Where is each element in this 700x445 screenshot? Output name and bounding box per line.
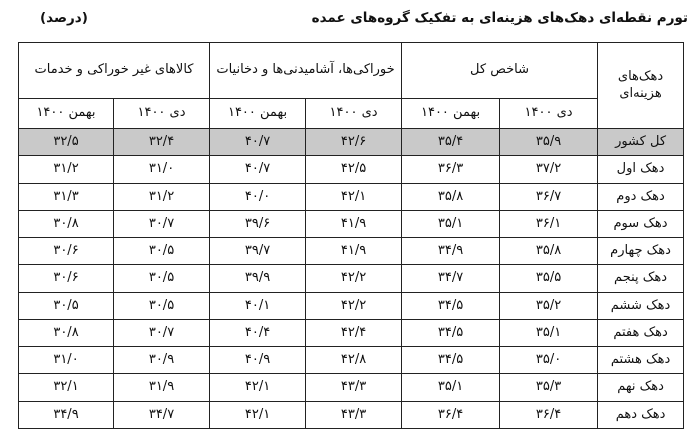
table-cell: ۳۲/۱ xyxy=(19,374,114,401)
table-cell: ۴۲/۲ xyxy=(306,265,402,292)
table-title: تورم نقطه‌ای دهک‌های هزینه‌ای به تفکیک گروه‌های عمده xyxy=(311,10,688,26)
row-label: دهک هفتم xyxy=(598,319,684,346)
table-cell: ۳۴/۵ xyxy=(402,292,500,319)
table-cell: ۴۲/۵ xyxy=(306,156,402,183)
row-label: دهک سوم xyxy=(598,210,684,237)
table-cell: ۳۰/۵ xyxy=(19,292,114,319)
table-cell: ۴۰/۷ xyxy=(210,129,306,156)
table-row xyxy=(19,347,684,374)
table-cell: ۴۲/۶ xyxy=(306,129,402,156)
table-cell: ۴۲/۱ xyxy=(306,183,402,210)
table-cell: ۳۹/۶ xyxy=(210,210,306,237)
period-header: بهمن ۱۴۰۰ xyxy=(19,99,114,129)
inflation-table xyxy=(18,42,684,429)
table-cell: ۴۰/۱ xyxy=(210,292,306,319)
group-header-food: خوراکی‌ها، آشامیدنی‌ها و دخانیات xyxy=(210,43,402,99)
table-cell: ۳۰/۷ xyxy=(114,319,210,346)
table-cell: ۳۱/۹ xyxy=(114,374,210,401)
row-label: دهک نهم xyxy=(598,374,684,401)
table-cell: ۳۵/۳ xyxy=(500,374,598,401)
table-cell: ۴۲/۲ xyxy=(306,292,402,319)
table-cell: ۳۲/۵ xyxy=(19,129,114,156)
table-cell: ۳۵/۸ xyxy=(402,183,500,210)
table-cell: ۳۵/۴ xyxy=(402,129,500,156)
row-label: دهک هشتم xyxy=(598,347,684,374)
table-cell: ۳۴/۷ xyxy=(114,401,210,428)
table-cell: ۳۶/۳ xyxy=(402,156,500,183)
row-label: دهک اول xyxy=(598,156,684,183)
table-cell: ۳۵/۱ xyxy=(402,210,500,237)
period-header: بهمن ۱۴۰۰ xyxy=(210,99,306,129)
table-cell: ۴۰/۷ xyxy=(210,156,306,183)
table-row xyxy=(19,129,684,156)
table-cell: ۳۰/۵ xyxy=(114,265,210,292)
table-cell: ۳۲/۴ xyxy=(114,129,210,156)
group-header-nonfood: کالاهای غیر خوراکی و خدمات xyxy=(19,43,210,99)
table-cell: ۴۳/۳ xyxy=(306,401,402,428)
row-label: دهک دوم xyxy=(598,183,684,210)
row-label: دهک ششم xyxy=(598,292,684,319)
table-cell: ۳۵/۹ xyxy=(500,129,598,156)
table-cell: ۳۵/۰ xyxy=(500,347,598,374)
row-header: دهک‌های هزینه‌ای xyxy=(598,43,684,129)
table-cell: ۳۹/۷ xyxy=(210,238,306,265)
table-cell: ۴۱/۹ xyxy=(306,238,402,265)
table-cell: ۴۰/۰ xyxy=(210,183,306,210)
unit-label: (درصد) xyxy=(40,10,88,26)
table-cell: ۳۶/۴ xyxy=(402,401,500,428)
table-cell: ۳۴/۹ xyxy=(402,238,500,265)
group-header-total: شاخص کل xyxy=(402,43,598,99)
table-cell: ۳۰/۸ xyxy=(19,210,114,237)
table-cell: ۴۰/۹ xyxy=(210,347,306,374)
table-cell: ۳۱/۲ xyxy=(114,183,210,210)
row-label: دهک چهارم xyxy=(598,238,684,265)
row-label: کل کشور xyxy=(598,129,684,156)
table-cell: ۳۵/۱ xyxy=(500,319,598,346)
table-cell: ۳۰/۹ xyxy=(114,347,210,374)
table-row xyxy=(19,156,684,183)
table-cell: ۳۶/۱ xyxy=(500,210,598,237)
table-cell: ۳۴/۹ xyxy=(19,401,114,428)
table-row xyxy=(19,183,684,210)
table-cell: ۳۰/۶ xyxy=(19,238,114,265)
period-header: بهمن ۱۴۰۰ xyxy=(402,99,500,129)
table-cell: ۴۲/۸ xyxy=(306,347,402,374)
table-cell: ۳۷/۲ xyxy=(500,156,598,183)
table-cell: ۴۲/۱ xyxy=(210,401,306,428)
table-row xyxy=(19,319,684,346)
table-body xyxy=(19,129,684,429)
table-cell: ۴۳/۳ xyxy=(306,374,402,401)
table-row xyxy=(19,401,684,428)
table-cell: ۳۴/۵ xyxy=(402,319,500,346)
table-row xyxy=(19,374,684,401)
table-cell: ۳۰/۸ xyxy=(19,319,114,346)
table-cell: ۴۲/۴ xyxy=(306,319,402,346)
table-cell: ۴۱/۹ xyxy=(306,210,402,237)
period-header: دی ۱۴۰۰ xyxy=(114,99,210,129)
period-header: دی ۱۴۰۰ xyxy=(306,99,402,129)
period-header: دی ۱۴۰۰ xyxy=(500,99,598,129)
table-cell: ۳۵/۸ xyxy=(500,238,598,265)
table-cell: ۴۲/۱ xyxy=(210,374,306,401)
table-cell: ۳۱/۰ xyxy=(114,156,210,183)
table-cell: ۳۶/۴ xyxy=(500,401,598,428)
table-cell: ۳۰/۷ xyxy=(114,210,210,237)
table-cell: ۳۵/۲ xyxy=(500,292,598,319)
table-cell: ۳۰/۶ xyxy=(19,265,114,292)
table-cell: ۳۰/۵ xyxy=(114,238,210,265)
table-cell: ۳۵/۵ xyxy=(500,265,598,292)
table-cell: ۳۵/۱ xyxy=(402,374,500,401)
table-cell: ۳۹/۹ xyxy=(210,265,306,292)
table-row xyxy=(19,210,684,237)
table-row xyxy=(19,265,684,292)
table-cell: ۳۶/۷ xyxy=(500,183,598,210)
table-row xyxy=(19,238,684,265)
table-cell: ۳۰/۵ xyxy=(114,292,210,319)
table-cell: ۳۱/۳ xyxy=(19,183,114,210)
table-cell: ۳۱/۲ xyxy=(19,156,114,183)
table-cell: ۳۴/۵ xyxy=(402,347,500,374)
row-label: دهک پنجم xyxy=(598,265,684,292)
table-cell: ۴۰/۴ xyxy=(210,319,306,346)
table-cell: ۳۱/۰ xyxy=(19,347,114,374)
row-label: دهک دهم xyxy=(598,401,684,428)
table-row xyxy=(19,292,684,319)
table-cell: ۳۴/۷ xyxy=(402,265,500,292)
